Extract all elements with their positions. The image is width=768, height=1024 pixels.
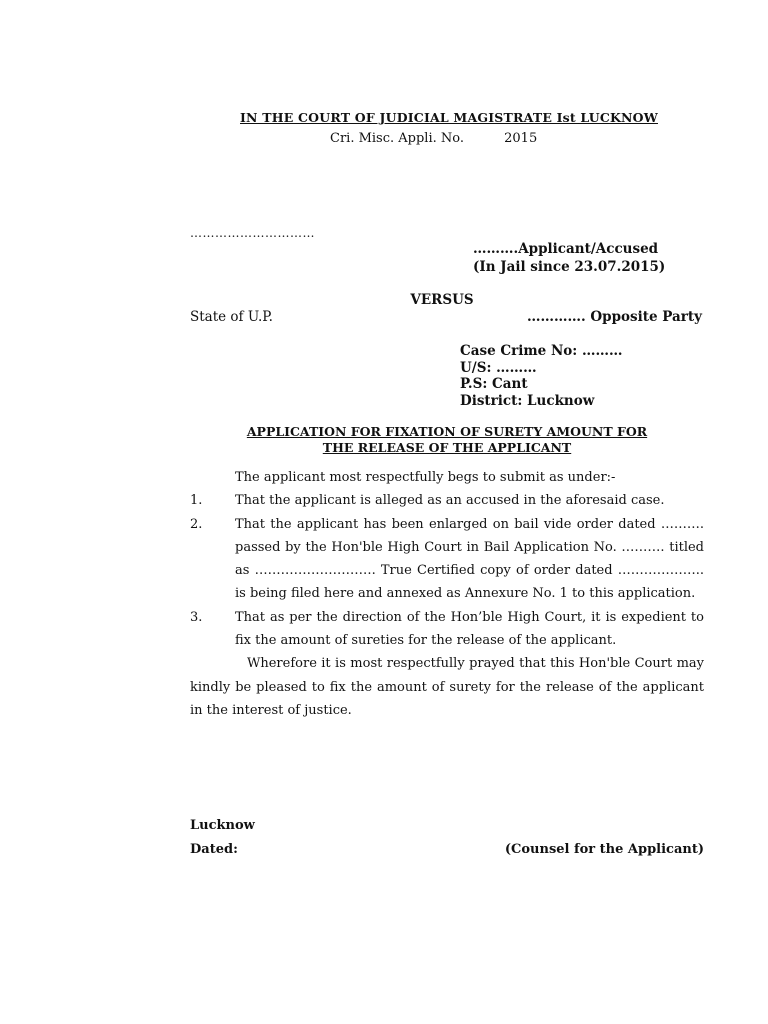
applicant-name-blank: …………………………	[190, 226, 315, 240]
paragraph-number: 2.	[190, 516, 203, 532]
intro-paragraph: The applicant most respectfully begs to submit as under:-	[235, 470, 616, 485]
application-body	[190, 466, 704, 722]
paragraph-number: 1.	[190, 493, 203, 509]
counsel-signature: (Counsel for the Applicant)	[504, 842, 704, 857]
numbered-paragraph	[190, 513, 704, 606]
application-title-line-1: APPLICATION FOR FIXATION OF SURETY AMOUNT FOR	[246, 424, 648, 439]
dated-label: Dated:	[190, 842, 238, 857]
applicant-label: ……….Applicant/Accused	[473, 241, 659, 257]
case-district: District: Lucknow	[460, 393, 595, 409]
application-number-label: Cri. Misc. Appli. No.	[330, 131, 464, 146]
paragraph-text: That the applicant is alleged as an accused in the aforesaid case.	[235, 493, 665, 509]
application-number-line	[330, 131, 537, 146]
case-crime-no: Case Crime No: ………	[460, 343, 623, 359]
paragraph-number: 3.	[190, 609, 203, 625]
jail-note: (In Jail since 23.07.2015)	[473, 259, 666, 275]
paragraph-text: That as per the direction of the Hon’ble High Court, it is expedient to fix the amount of sureties for the release of the applicant.	[235, 609, 704, 649]
numbered-paragraph	[190, 606, 704, 653]
case-us: U/S: ………	[460, 360, 537, 376]
case-police-station: P.S: Cant	[460, 376, 528, 392]
place-label: Lucknow	[190, 818, 255, 833]
court-heading: IN THE COURT OF JUDICIAL MAGISTRATE Ist LUCKNOW	[240, 110, 658, 125]
opposite-party: …………. Opposite Party	[526, 309, 702, 325]
application-title	[190, 424, 704, 455]
paragraph-text: That the applicant has been enlarged on bail vide order dated ………. passed by the Hon'ble High Court in Bail Application No. ………. titled as ………………………. True Certified copy of order dated ……………….. is being filed here and annexed as Annexure No. 1 to this application.	[235, 516, 704, 602]
prayer-paragraph: Wherefore it is most respectfully prayed that this Hon'ble Court may kindly be pleased to fix the amount of surety for the release of the applicant in the interest of justice.	[190, 656, 704, 718]
application-title-line-2: THE RELEASE OF THE APPLICANT	[322, 439, 572, 455]
application-year: 2015	[504, 131, 538, 146]
numbered-paragraph	[190, 489, 704, 512]
versus-heading: VERSUS	[410, 292, 474, 308]
state-party: State of U.P.	[190, 309, 273, 325]
